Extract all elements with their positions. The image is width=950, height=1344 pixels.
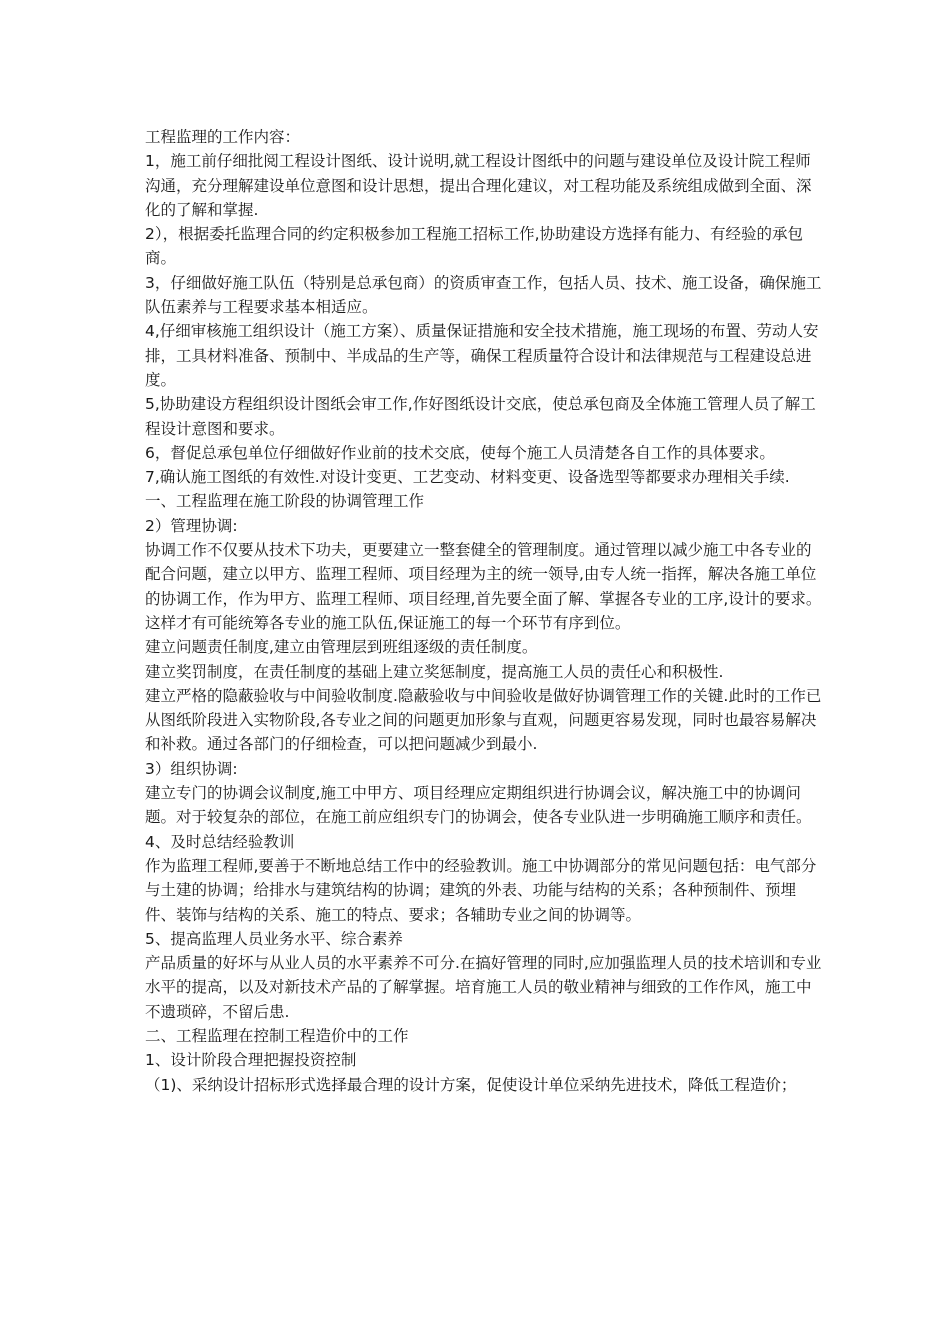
paragraph-rewards: 建立奖罚制度，在责任制度的基础上建立奖惩制度，提高施工人员的责任心和积极性. [145,662,724,681]
paragraph-item-2: 2），根据委托监理合同的约定积极参加工程施工招标工作,协助建设方选择有能力、有经验的承包商。 [145,225,804,268]
subheading-management: 2）管理协调: [145,516,238,535]
paragraph-item-1: 1，施工前仔细批阅工程设计图纸、设计说明,就工程设计图纸中的问题与建设单位及设计院工程师沟通，充分理解建设单位意图和设计思想，提出合理化建议，对工程功能及系统组成做到全面、深化的了解和掌握. [145,152,812,219]
paragraph-item-5: 5,协助建设方程组织设计图纸会审工作,作好图纸设计交底，使总承包商及全体施工管理人员了解工程设计意图和要求。 [145,395,816,438]
paragraph-organization-body: 建立专门的协调会议制度,施工中甲方、项目经理应定期组织进行协调会议，解决施工中的协调问题。对于较复杂的部位，在施工前应组织专门的协调会，使各专业队进一步明确施工顺序和责任。 [145,784,812,827]
section-heading-coordination: 一、工程监理在施工阶段的协调管理工作 [145,492,425,511]
paragraph-design-tender: （1)、采纳设计招标形式选择最合理的设计方案，促使设计单位采纳先进技术，降低工程造价； [145,1075,797,1094]
subheading-lessons: 4、及时总结经验教训 [145,832,295,851]
document-page [145,125,825,1097]
paragraph-inspection: 建立严格的隐蔽验收与中间验收制度.隐蔽验收与中间验收是做好协调管理工作的关键.此时的工作已从图纸阶段进入实物阶段,各专业之间的问题更加形象与直观，问题更容易发现，同时也最容易解决和补救。通过各部门的仔细检查，可以把问题减少到最小. [145,686,822,754]
subheading-quality: 5、提高监理人员业务水平、综合素养 [145,929,403,948]
section-heading: 工程监理的工作内容： [145,128,301,146]
subheading-design-stage: 1、设计阶段合理把握投资控制 [145,1051,357,1070]
paragraph-item-6: 6，督促总承包单位仔细做好作业前的技术交底，使每个施工人员清楚各自工作的具体要求。 [145,443,775,462]
paragraph-responsibility: 建立问题责任制度,建立由管理层到班组逐级的责任制度。 [145,638,538,657]
paragraph-quality-body: 产品质量的好坏与从业人员的水平素养不可分.在搞好管理的同时,应加强监理人员的技术培训和专业水平的提高，以及对新技术产品的了解掌握。培育施工人员的敬业精神与细致的工作作风，施工中不遗琐碎，不留后患. [145,954,822,1021]
paragraph-item-3: 3，仔细做好施工队伍（特别是总承包商）的资质审查工作，包括人员、技术、施工设备，确保施工队伍素养与工程要求基本相适应。 [145,273,822,317]
paragraph-management-body: 协调工作不仅要从技术下功夫，更要建立一整套健全的管理制度。通过管理以减少施工中各专业的配合问题，建立以甲方、监理工程师、项目经理为主的统一领导,由专人统一指挥，解决各施工单位的协调工作，作为甲方、监理工程师、项目经理,首先要全面了解、掌握各专业的工序,设计的要求。这样才有可能统筹各专业的施工队伍,保证施工的每一个环节有序到位。 [145,541,822,632]
paragraph-item-4: 4,仔细审核施工组织设计（施工方案）、质量保证措施和安全技术措施，施工现场的布置、劳动人安排，工具材料准备、预制中、半成品的生产等，确保工程质量符合设计和法律规范与工程建设总进度。 [145,322,819,389]
section-heading-cost: 二、工程监理在控制工程造价中的工作 [145,1026,409,1045]
paragraph-lessons-body: 作为监理工程师,要善于不断地总结工作中的经验教训。施工中协调部分的常见问题包括：电气部分与土建的协调；给排水与建筑结构的协调；建筑的外表、功能与结构的关系；各种预制件、预埋件、装饰与结构的关系、施工的特点、要求；各辅助专业之间的协调等。 [145,856,817,924]
paragraph-item-7: 7,确认施工图纸的有效性.对设计变更、工艺变动、材料变更、设备选型等都要求办理相关手续. [145,468,790,487]
subheading-organization: 3）组织协调: [145,759,238,778]
